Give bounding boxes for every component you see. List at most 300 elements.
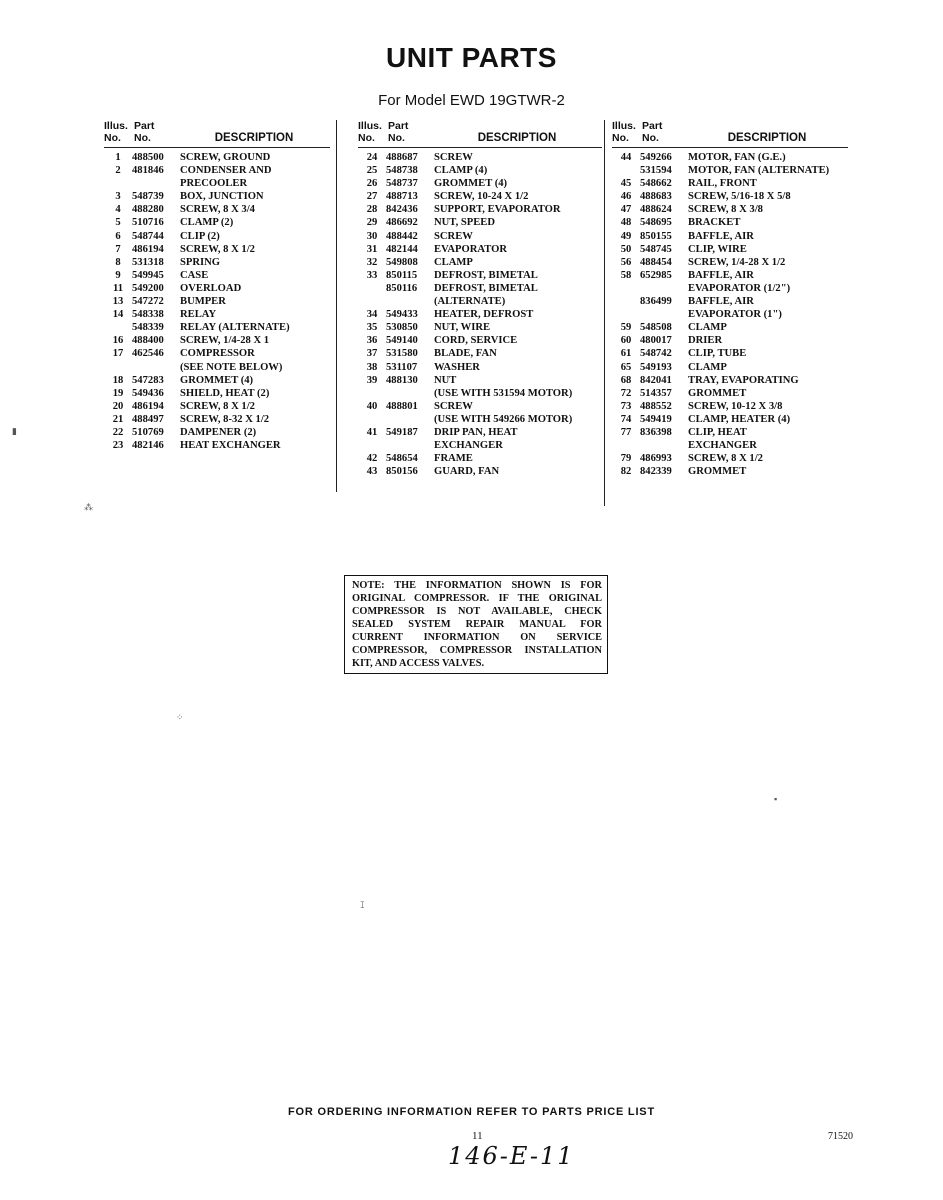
part-number: 488624 — [640, 204, 672, 216]
part-row — [358, 334, 602, 347]
illus-number: 46 — [620, 191, 632, 203]
compressor-note: NOTE: THE INFORMATION SHOWN IS FOR ORIGINAL COMPRESSOR. IF THE ORIGINAL COMPRESSOR IS NOT AVAILABLE, CHECK SEALED SYSTEM REPAIR MANUAL FOR CURRENT INFORMATION ON SERVICE COMPRESSOR, COMPRESSOR INSTALLATION KIT, AND ACCESS VALVES. — [344, 575, 608, 674]
part-row — [612, 151, 848, 164]
part-number: 531318 — [132, 256, 164, 268]
illus-no-header: Illus. No. — [104, 120, 128, 144]
part-row — [612, 164, 848, 177]
part-number: 842041 — [640, 374, 672, 386]
scan-speck: ▮ — [12, 426, 17, 436]
part-row — [104, 426, 330, 439]
part-description: GROMMET — [688, 387, 747, 399]
part-description: CLAMP (2) — [180, 217, 234, 229]
part-number: 488497 — [132, 413, 164, 425]
part-row — [612, 361, 848, 374]
illus-number: 50 — [620, 243, 632, 255]
part-row — [358, 465, 602, 478]
illus-number — [612, 164, 640, 177]
part-number: 486194 — [132, 400, 164, 412]
part-description: CORD, SERVICE — [434, 335, 518, 347]
part-description: SCREW, 10-24 X 1/2 — [434, 191, 529, 203]
illus-number: 56 — [620, 256, 632, 268]
part-no-header: Part No. — [388, 120, 409, 144]
part-row — [612, 230, 848, 243]
part-row — [358, 400, 602, 413]
part-number: 488454 — [640, 256, 672, 268]
column-header — [612, 120, 848, 144]
part-number: 488713 — [386, 191, 418, 203]
part-description: BAFFLE, AIR — [688, 269, 754, 281]
part-row — [612, 334, 848, 347]
part-description: TRAY, EVAPORATING — [688, 374, 799, 386]
part-row — [104, 177, 330, 190]
part-number: 481846 — [132, 165, 164, 177]
illus-number: 79 — [620, 453, 632, 465]
part-number: 549187 — [386, 426, 418, 438]
illus-number — [358, 387, 386, 400]
illus-number: 40 — [366, 400, 378, 412]
part-description: SCREW, 8 X 1/2 — [180, 400, 255, 412]
part-number — [386, 413, 434, 426]
part-row — [358, 295, 602, 308]
part-number: 482144 — [386, 243, 418, 255]
part-number: 548339 — [132, 322, 164, 334]
illus-no-header: Illus. No. — [358, 120, 382, 144]
illus-number: 16 — [112, 335, 124, 347]
illus-number — [104, 321, 132, 334]
illus-number: 20 — [112, 400, 124, 412]
illus-number: 18 — [112, 374, 124, 386]
part-description: PRECOOLER — [180, 178, 248, 190]
part-description: (ALTERNATE) — [434, 296, 506, 308]
part-number: 548744 — [132, 230, 164, 242]
header-rule — [104, 147, 330, 148]
part-description: SCREW, 8 X 3/8 — [688, 204, 763, 216]
part-row — [612, 439, 848, 452]
part-description: BUMPER — [180, 296, 226, 308]
illus-number: 36 — [366, 335, 378, 347]
part-number: 462546 — [132, 348, 164, 360]
part-description: COMPRESSOR — [180, 348, 255, 360]
part-row — [358, 361, 602, 374]
part-number: 547283 — [132, 374, 164, 386]
illus-number: 43 — [366, 466, 378, 478]
part-description: BAFFLE, AIR — [688, 296, 754, 308]
description-header: DESCRIPTION — [727, 132, 807, 144]
part-row — [104, 295, 330, 308]
part-number — [386, 439, 434, 452]
part-description: EVAPORATOR — [434, 243, 507, 255]
part-number: 836499 — [640, 296, 672, 308]
page-title: UNIT PARTS — [386, 42, 557, 73]
part-row — [612, 347, 848, 360]
part-number: 548742 — [640, 348, 672, 360]
part-row — [358, 413, 602, 426]
part-description: SCREW, 8 X 1/2 — [180, 243, 255, 255]
part-description: SCREW — [434, 230, 473, 242]
part-row — [612, 413, 848, 426]
parts-column-1 — [104, 120, 330, 452]
description-header: DESCRIPTION — [214, 132, 294, 144]
part-row — [612, 243, 848, 256]
part-description: CLIP, HEAT — [688, 426, 747, 438]
part-row — [104, 230, 330, 243]
part-description: CLAMP, HEATER (4) — [688, 413, 791, 425]
part-number: 548737 — [386, 178, 418, 190]
part-row — [358, 347, 602, 360]
illus-number: 24 — [366, 152, 378, 163]
part-description: MOTOR, FAN (ALTERNATE) — [688, 165, 830, 177]
part-number: 514357 — [640, 387, 672, 399]
part-row — [104, 256, 330, 269]
part-row — [104, 190, 330, 203]
part-row — [612, 190, 848, 203]
part-row — [358, 282, 602, 295]
illus-number: 59 — [620, 322, 632, 334]
part-description: (USE WITH 549266 MOTOR) — [434, 413, 573, 425]
illus-number: 42 — [366, 453, 378, 465]
part-description: BRACKET — [688, 217, 741, 229]
part-description: SCREW, 1/4-28 X 1/2 — [688, 256, 786, 268]
part-number — [386, 295, 434, 308]
illus-number: 23 — [112, 440, 124, 452]
part-row — [612, 426, 848, 439]
part-row — [612, 374, 848, 387]
part-description: OVERLOAD — [180, 282, 242, 294]
illus-number: 26 — [366, 178, 378, 190]
illus-number: 32 — [366, 256, 378, 268]
part-number: 547272 — [132, 296, 164, 308]
part-number: 548738 — [386, 165, 418, 177]
part-description: RELAY — [180, 309, 217, 321]
part-description: DEFROST, BIMETAL — [434, 269, 538, 281]
illus-number — [612, 295, 640, 308]
part-description: CASE — [180, 269, 209, 281]
part-number: 488130 — [386, 374, 418, 386]
part-description: RELAY (ALTERNATE) — [180, 322, 290, 334]
part-row — [358, 387, 602, 400]
illus-number — [104, 177, 132, 190]
part-number — [640, 439, 688, 452]
part-description: GROMMET (4) — [180, 374, 254, 386]
part-row — [358, 426, 602, 439]
part-description: (USE WITH 531594 MOTOR) — [434, 387, 573, 399]
illus-number — [358, 295, 386, 308]
part-description: CLAMP — [688, 361, 727, 373]
part-row — [358, 256, 602, 269]
part-number: 549266 — [640, 152, 672, 163]
part-number: 548662 — [640, 178, 672, 190]
model-subtitle: For Model EWD 19GTWR-2 — [378, 92, 565, 109]
part-row — [358, 269, 602, 282]
part-description: MOTOR, FAN (G.E.) — [688, 152, 786, 163]
part-row — [358, 164, 602, 177]
illus-number: 6 — [115, 230, 121, 242]
scan-speck: ▪ — [774, 794, 778, 804]
part-row — [612, 465, 848, 478]
part-description: SCREW, 1/4-28 X 1 — [180, 335, 270, 347]
part-description: SCREW, 8-32 X 1/2 — [180, 413, 270, 425]
part-description: SHIELD, HEAT (2) — [180, 387, 270, 399]
part-no-header: Part No. — [134, 120, 155, 144]
illus-number: 11 — [112, 282, 123, 294]
part-row — [358, 203, 602, 216]
part-number: 510769 — [132, 426, 164, 438]
part-number: 549140 — [386, 335, 418, 347]
illus-number: 34 — [366, 309, 378, 321]
part-description: CLIP (2) — [180, 230, 220, 242]
part-row — [104, 269, 330, 282]
part-row — [358, 177, 602, 190]
part-number: 488801 — [386, 400, 418, 412]
part-number — [640, 282, 688, 295]
handwritten-code: 146-E-11 — [448, 1142, 575, 1170]
part-description: RAIL, FRONT — [688, 178, 757, 190]
part-description: CONDENSER AND — [180, 165, 272, 177]
part-number: 531594 — [640, 165, 672, 177]
part-description: SCREW — [434, 400, 473, 412]
illus-number: 58 — [620, 269, 632, 281]
part-row — [104, 243, 330, 256]
illus-no-header: Illus. No. — [612, 120, 636, 144]
part-row — [358, 190, 602, 203]
illus-number: 7 — [115, 243, 121, 255]
part-number: 486194 — [132, 243, 164, 255]
part-number: 652985 — [640, 269, 672, 281]
part-number: 549436 — [132, 387, 164, 399]
part-number: 531580 — [386, 348, 418, 360]
header-rule — [612, 147, 848, 148]
part-description: NUT, WIRE — [434, 322, 491, 334]
header-rule — [358, 147, 602, 148]
part-row — [358, 230, 602, 243]
part-row — [104, 374, 330, 387]
part-row — [612, 321, 848, 334]
part-number: 549945 — [132, 269, 164, 281]
part-description: CLAMP — [434, 256, 473, 268]
illus-number: 14 — [112, 309, 124, 321]
part-number: 488552 — [640, 400, 672, 412]
illus-number — [612, 308, 640, 321]
illus-number: 21 — [112, 413, 124, 425]
part-description: EXCHANGER — [688, 440, 757, 452]
illus-number: 72 — [620, 387, 632, 399]
illus-number: 27 — [366, 191, 378, 203]
illus-number: 77 — [620, 426, 632, 438]
part-description: CLIP, WIRE — [688, 243, 747, 255]
part-number: 836398 — [640, 426, 672, 438]
part-description: DRIP PAN, HEAT — [434, 426, 518, 438]
part-description: (SEE NOTE BELOW) — [180, 361, 283, 373]
part-row — [104, 308, 330, 321]
part-number: 548338 — [132, 309, 164, 321]
illus-number: 29 — [366, 217, 378, 229]
part-number: 488683 — [640, 191, 672, 203]
part-row — [358, 374, 602, 387]
part-description: GROMMET — [688, 466, 747, 478]
illus-number: 47 — [620, 204, 632, 216]
part-row — [104, 334, 330, 347]
part-number: 488400 — [132, 335, 164, 347]
illus-number: 61 — [620, 348, 632, 360]
part-row — [612, 177, 848, 190]
illus-number: 39 — [366, 374, 378, 386]
part-description: EVAPORATOR (1") — [688, 309, 782, 321]
part-number: 548508 — [640, 322, 672, 334]
part-row — [358, 243, 602, 256]
part-description: DAMPENER (2) — [180, 426, 257, 438]
part-description: CLAMP — [688, 322, 727, 334]
part-number: 488280 — [132, 204, 164, 216]
part-description: HEATER, DEFROST — [434, 309, 534, 321]
part-row — [358, 151, 602, 164]
part-row — [104, 347, 330, 360]
part-row — [104, 413, 330, 426]
part-row — [358, 308, 602, 321]
part-row — [612, 308, 848, 321]
part-number: 482146 — [132, 440, 164, 452]
part-description: NUT — [434, 374, 457, 386]
column-header — [358, 120, 602, 144]
illus-number: 4 — [115, 204, 121, 216]
illus-number: 28 — [366, 204, 378, 216]
part-number: 850116 — [386, 282, 418, 294]
part-number: 842436 — [386, 204, 418, 216]
parts-column-2 — [358, 120, 602, 478]
part-description: SPRING — [180, 256, 221, 268]
illus-number: 5 — [115, 217, 121, 229]
illus-number: 22 — [112, 426, 124, 438]
part-row — [612, 203, 848, 216]
part-row — [358, 216, 602, 229]
part-row — [104, 216, 330, 229]
part-row — [612, 387, 848, 400]
part-description: FRAME — [434, 453, 473, 465]
part-number: 842339 — [640, 466, 672, 478]
ordering-footer: FOR ORDERING INFORMATION REFER TO PARTS PRICE LIST — [288, 1106, 655, 1118]
illus-number: 19 — [112, 387, 124, 399]
part-row — [612, 216, 848, 229]
illus-number: 13 — [112, 296, 124, 308]
part-description: SUPPORT, EVAPORATOR — [434, 204, 561, 216]
part-number: 549419 — [640, 413, 672, 425]
part-row — [612, 282, 848, 295]
scan-speck: ꕯ — [360, 900, 365, 910]
illus-number — [612, 439, 640, 452]
illus-number — [358, 282, 386, 295]
illus-number: 2 — [115, 165, 121, 177]
part-description: HEAT EXCHANGER — [180, 440, 281, 452]
part-description: SCREW — [434, 152, 473, 163]
part-row — [358, 439, 602, 452]
part-row — [612, 256, 848, 269]
part-number: 548654 — [386, 453, 418, 465]
illus-number: 74 — [620, 413, 632, 425]
illus-number: 37 — [366, 348, 378, 360]
part-number — [640, 308, 688, 321]
part-description: SCREW, 8 X 3/4 — [180, 204, 255, 216]
part-description: CLAMP (4) — [434, 165, 488, 177]
part-number: 850156 — [386, 466, 418, 478]
part-description: SCREW, 5/16-18 X 5/8 — [688, 191, 791, 203]
scan-speck: ⁘ — [176, 712, 184, 722]
illus-number — [358, 413, 386, 426]
part-no-header: Part No. — [642, 120, 663, 144]
part-number: 548739 — [132, 191, 164, 203]
part-row — [104, 203, 330, 216]
part-number: 486692 — [386, 217, 418, 229]
part-description: NUT, SPEED — [434, 217, 496, 229]
illus-number: 65 — [620, 361, 632, 373]
illus-number: 3 — [115, 191, 121, 203]
illus-number: 45 — [620, 178, 632, 190]
part-row — [104, 151, 330, 164]
part-row — [104, 400, 330, 413]
illus-number: 82 — [620, 466, 632, 478]
description-header: DESCRIPTION — [477, 132, 557, 144]
illus-number: 49 — [620, 230, 632, 242]
part-number — [132, 361, 180, 374]
part-number: 488500 — [132, 152, 164, 163]
part-description: CLIP, TUBE — [688, 348, 747, 360]
part-description: WASHER — [434, 361, 480, 373]
illus-number: 8 — [115, 256, 121, 268]
part-number: 850155 — [640, 230, 672, 242]
part-row — [612, 452, 848, 465]
illus-number — [612, 282, 640, 295]
illus-number: 1 — [115, 152, 121, 163]
illus-number: 25 — [366, 165, 378, 177]
part-description: EXCHANGER — [434, 440, 503, 452]
part-number: 549808 — [386, 256, 418, 268]
part-row — [104, 282, 330, 295]
part-description: EVAPORATOR (1/2") — [688, 282, 791, 294]
illus-number: 48 — [620, 217, 632, 229]
parts-column-3 — [612, 120, 848, 478]
part-row — [358, 321, 602, 334]
part-description: GROMMET (4) — [434, 178, 508, 190]
part-description: SCREW, 8 X 1/2 — [688, 453, 763, 465]
illus-number: 17 — [112, 348, 124, 360]
part-description: DEFROST, BIMETAL — [434, 282, 538, 294]
page-number: 11 — [472, 1130, 483, 1142]
illus-number: 44 — [620, 152, 632, 163]
part-number: 488687 — [386, 152, 418, 163]
part-description: BAFFLE, AIR — [688, 230, 754, 242]
part-row — [104, 387, 330, 400]
part-row — [104, 321, 330, 334]
part-number: 530850 — [386, 322, 418, 334]
part-description: GUARD, FAN — [434, 466, 500, 478]
illus-number: 73 — [620, 400, 632, 412]
part-number: 480017 — [640, 335, 672, 347]
illus-number: 38 — [366, 361, 378, 373]
illus-number: 31 — [366, 243, 378, 255]
part-row — [358, 452, 602, 465]
column-header — [104, 120, 330, 144]
part-row — [612, 295, 848, 308]
document-number: 71520 — [828, 1131, 853, 1142]
illus-number: 60 — [620, 335, 632, 347]
column-divider — [604, 120, 605, 506]
illus-number: 9 — [115, 269, 121, 281]
illus-number — [358, 439, 386, 452]
part-number: 548745 — [640, 243, 672, 255]
illus-number: 30 — [366, 230, 378, 242]
illus-number: 33 — [366, 269, 378, 281]
part-row — [612, 269, 848, 282]
part-number: 549200 — [132, 282, 164, 294]
part-number: 549193 — [640, 361, 672, 373]
